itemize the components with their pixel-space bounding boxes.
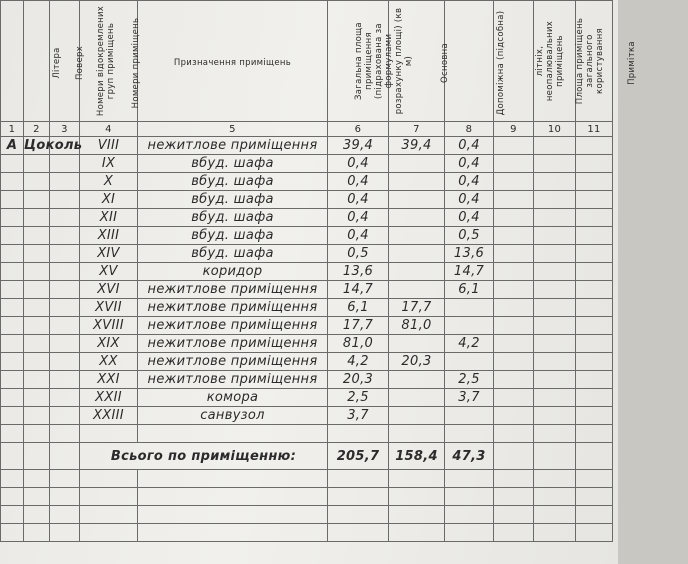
floor-cell: Цоколь xyxy=(24,138,83,153)
main-area-cell xyxy=(389,335,445,353)
summer-area-cell xyxy=(494,209,534,227)
purpose-cell: нежитлове приміщення xyxy=(138,353,328,371)
room-number-cell: VIII xyxy=(80,137,138,155)
common-area-cell xyxy=(534,281,576,299)
header-cell-room-numbers: Номери приміщень xyxy=(80,1,138,122)
main-area-cell xyxy=(389,263,445,281)
summer-area-cell xyxy=(494,191,534,209)
total-area-cell: 4,2 xyxy=(328,353,389,371)
main-area-cell xyxy=(389,173,445,191)
summer-area-cell xyxy=(494,335,534,353)
main-area-cell: 20,3 xyxy=(389,353,445,371)
floor-cell xyxy=(24,353,50,371)
empty-cell xyxy=(138,524,328,542)
empty-cell xyxy=(389,506,445,524)
empty-cell xyxy=(50,524,80,542)
empty-row xyxy=(1,470,613,488)
group-cell xyxy=(50,263,80,281)
purpose-cell: комора xyxy=(138,389,328,407)
common-area-cell xyxy=(534,407,576,425)
purpose-cell: вбуд. шафа xyxy=(138,227,328,245)
common-area-cell xyxy=(534,191,576,209)
common-area-cell xyxy=(534,245,576,263)
table-row xyxy=(1,137,613,155)
empty-cell xyxy=(445,506,494,524)
total-area-cell: 0,4 xyxy=(328,227,389,245)
purpose-cell: вбуд. шафа xyxy=(138,191,328,209)
floor-cell xyxy=(24,371,50,389)
aux-area-cell: 3,7 xyxy=(445,389,494,407)
empty-cell xyxy=(50,425,80,443)
main-area-cell: 39,4 xyxy=(389,137,445,155)
empty-cell xyxy=(50,488,80,506)
aux-area-cell: 0,5 xyxy=(445,227,494,245)
main-area-cell xyxy=(389,209,445,227)
main-area-cell: 17,7 xyxy=(389,299,445,317)
empty-cell xyxy=(50,443,80,470)
empty-cell xyxy=(1,488,24,506)
empty-cell xyxy=(1,506,24,524)
table-row xyxy=(1,245,613,263)
table-row xyxy=(1,281,613,299)
common-area-cell xyxy=(534,227,576,245)
floor-cell xyxy=(24,227,50,245)
header-cell-common: Площа приміщень загального користування xyxy=(534,1,576,122)
room-number-cell: XXIII xyxy=(80,407,138,425)
note-cell xyxy=(576,407,613,425)
aux-area-cell: 0,4 xyxy=(445,155,494,173)
group-cell xyxy=(50,245,80,263)
floor-cell xyxy=(24,191,50,209)
floor-cell xyxy=(24,263,50,281)
table-row xyxy=(1,263,613,281)
room-number-cell: XX xyxy=(80,353,138,371)
empty-cell xyxy=(24,506,50,524)
empty-cell xyxy=(534,425,576,443)
floor-cell xyxy=(24,155,50,173)
header-cell-note: Примітка xyxy=(576,1,613,122)
summer-area-cell xyxy=(494,263,534,281)
column-number: 5 xyxy=(138,122,328,137)
floor-cell xyxy=(24,281,50,299)
note-cell xyxy=(576,155,613,173)
total-area-cell: 0,4 xyxy=(328,173,389,191)
total-area-cell: 3,7 xyxy=(328,407,389,425)
room-number-cell: XI xyxy=(80,191,138,209)
litera-cell xyxy=(1,299,24,317)
room-number-cell: IX xyxy=(80,155,138,173)
empty-cell xyxy=(80,524,138,542)
header-cell-total-area: Загальна площа приміщення (підрахована за формулами розрахунку площі) (кв м) xyxy=(328,1,389,122)
aux-area-cell xyxy=(445,407,494,425)
empty-cell xyxy=(494,524,534,542)
aux-area-cell: 13,6 xyxy=(445,245,494,263)
aux-area-cell xyxy=(445,299,494,317)
litera-cell xyxy=(1,407,24,425)
group-cell xyxy=(50,173,80,191)
table-row xyxy=(1,335,613,353)
empty-cell xyxy=(445,425,494,443)
header-cell-summer: літніх, неопалювальних приміщень xyxy=(494,1,534,122)
table-row xyxy=(1,173,613,191)
floor-cell xyxy=(24,173,50,191)
empty-cell xyxy=(138,506,328,524)
empty-cell xyxy=(328,425,389,443)
common-area-cell xyxy=(534,137,576,155)
main-area-cell xyxy=(389,191,445,209)
aux-area-cell xyxy=(445,353,494,371)
note-cell xyxy=(576,137,613,155)
group-cell xyxy=(50,407,80,425)
header-cell-groups: Номери відокремлених груп приміщень xyxy=(50,1,80,122)
room-number-cell: XXII xyxy=(80,389,138,407)
purpose-cell: нежитлове приміщення xyxy=(138,317,328,335)
empty-cell xyxy=(24,425,50,443)
floor-cell xyxy=(24,407,50,425)
empty-cell xyxy=(445,524,494,542)
main-area-cell xyxy=(389,281,445,299)
empty-cell xyxy=(576,524,613,542)
empty-cell xyxy=(138,470,328,488)
main-area-cell: 81,0 xyxy=(389,317,445,335)
summer-area-cell xyxy=(494,227,534,245)
summer-area-cell xyxy=(494,299,534,317)
group-cell xyxy=(50,353,80,371)
column-number-row xyxy=(1,122,613,137)
totals-aux-area: 47,3 xyxy=(445,443,494,470)
group-cell xyxy=(50,317,80,335)
header-cell-main: Основна xyxy=(389,1,445,122)
litera-cell xyxy=(1,173,24,191)
room-number-cell: XII xyxy=(80,209,138,227)
note-cell xyxy=(576,389,613,407)
empty-cell xyxy=(80,506,138,524)
floor-cell xyxy=(24,317,50,335)
room-number-cell: XXI xyxy=(80,371,138,389)
aux-area-cell xyxy=(445,317,494,335)
total-area-cell: 2,5 xyxy=(328,389,389,407)
note-cell xyxy=(576,371,613,389)
note-cell xyxy=(576,353,613,371)
empty-cell xyxy=(50,506,80,524)
litera-cell xyxy=(1,371,24,389)
common-area-cell xyxy=(534,335,576,353)
column-number: 2 xyxy=(24,122,50,137)
litera-cell xyxy=(1,263,24,281)
common-area-cell xyxy=(534,209,576,227)
column-number: 9 xyxy=(494,122,534,137)
summer-area-cell xyxy=(494,281,534,299)
column-number: 3 xyxy=(50,122,80,137)
floor-cell xyxy=(24,209,50,227)
empty-cell xyxy=(494,470,534,488)
empty-cell xyxy=(24,488,50,506)
table-row xyxy=(1,227,613,245)
main-area-cell xyxy=(389,245,445,263)
summer-area-cell xyxy=(494,137,534,155)
note-cell xyxy=(576,335,613,353)
total-area-cell: 14,7 xyxy=(328,281,389,299)
aux-area-cell: 4,2 xyxy=(445,335,494,353)
header-row xyxy=(1,1,613,122)
empty-row xyxy=(1,425,613,443)
floor-cell xyxy=(24,245,50,263)
group-cell xyxy=(50,155,80,173)
summer-area-cell xyxy=(494,389,534,407)
summer-area-cell xyxy=(494,245,534,263)
purpose-cell: нежитлове приміщення xyxy=(138,299,328,317)
aux-area-cell: 0,4 xyxy=(445,209,494,227)
empty-cell xyxy=(576,470,613,488)
table-row xyxy=(1,407,613,425)
floor-cell xyxy=(24,299,50,317)
note-cell xyxy=(576,173,613,191)
header-cell-purpose: Призначення приміщень xyxy=(138,1,328,122)
empty-cell xyxy=(534,470,576,488)
main-area-cell xyxy=(389,407,445,425)
empty-cell xyxy=(389,524,445,542)
common-area-cell xyxy=(534,371,576,389)
table-row xyxy=(1,209,613,227)
table-row xyxy=(1,191,613,209)
room-number-cell: XIX xyxy=(80,335,138,353)
room-number-cell: XIII xyxy=(80,227,138,245)
column-number: 1 xyxy=(1,122,24,137)
purpose-cell: вбуд. шафа xyxy=(138,173,328,191)
total-area-cell: 0,4 xyxy=(328,155,389,173)
totals-label: Всього по приміщенню: xyxy=(80,443,328,470)
litera-cell xyxy=(1,245,24,263)
common-area-cell xyxy=(534,317,576,335)
column-number: 4 xyxy=(80,122,138,137)
empty-cell xyxy=(494,506,534,524)
group-cell xyxy=(50,335,80,353)
summer-area-cell xyxy=(494,371,534,389)
table-row xyxy=(1,371,613,389)
summer-area-cell xyxy=(494,353,534,371)
empty-cell xyxy=(576,443,613,470)
total-area-cell: 13,6 xyxy=(328,263,389,281)
empty-cell xyxy=(138,425,328,443)
purpose-cell: вбуд. шафа xyxy=(138,155,328,173)
total-area-cell: 39,4 xyxy=(328,137,389,155)
aux-area-cell: 0,4 xyxy=(445,191,494,209)
common-area-cell xyxy=(534,389,576,407)
common-area-cell xyxy=(534,173,576,191)
litera-cell xyxy=(1,335,24,353)
empty-cell xyxy=(534,506,576,524)
common-area-cell xyxy=(534,263,576,281)
column-number: 7 xyxy=(389,122,445,137)
total-area-cell: 6,1 xyxy=(328,299,389,317)
empty-cell xyxy=(1,470,24,488)
empty-cell xyxy=(494,425,534,443)
aux-area-cell: 14,7 xyxy=(445,263,494,281)
room-number-cell: XVII xyxy=(80,299,138,317)
empty-cell xyxy=(576,506,613,524)
empty-cell xyxy=(328,488,389,506)
group-cell xyxy=(50,371,80,389)
purpose-cell: нежитлове приміщення xyxy=(138,371,328,389)
empty-cell xyxy=(576,425,613,443)
totals-total-area: 205,7 xyxy=(328,443,389,470)
summer-area-cell xyxy=(494,173,534,191)
group-cell xyxy=(50,191,80,209)
empty-cell xyxy=(445,488,494,506)
column-number: 6 xyxy=(328,122,389,137)
litera-cell xyxy=(1,317,24,335)
note-cell xyxy=(576,317,613,335)
aux-area-cell: 0,4 xyxy=(445,173,494,191)
total-area-cell: 20,3 xyxy=(328,371,389,389)
common-area-cell xyxy=(534,353,576,371)
column-number: 11 xyxy=(576,122,613,137)
empty-cell xyxy=(50,470,80,488)
litera-cell xyxy=(1,209,24,227)
empty-cell xyxy=(389,488,445,506)
group-cell xyxy=(50,299,80,317)
empty-cell xyxy=(24,443,50,470)
empty-cell xyxy=(24,524,50,542)
note-cell xyxy=(576,245,613,263)
floor-cell xyxy=(24,335,50,353)
note-cell xyxy=(576,209,613,227)
group-cell xyxy=(50,389,80,407)
empty-cell xyxy=(445,470,494,488)
empty-cell xyxy=(328,470,389,488)
note-cell xyxy=(576,263,613,281)
purpose-cell: вбуд. шафа xyxy=(138,245,328,263)
empty-row xyxy=(1,506,613,524)
empty-cell xyxy=(80,488,138,506)
total-area-cell: 0,4 xyxy=(328,209,389,227)
common-area-cell xyxy=(534,299,576,317)
empty-cell xyxy=(138,488,328,506)
empty-cell xyxy=(534,488,576,506)
empty-cell xyxy=(1,524,24,542)
empty-cell xyxy=(389,425,445,443)
litera-cell xyxy=(1,353,24,371)
main-area-cell xyxy=(389,155,445,173)
litera-cell xyxy=(1,155,24,173)
empty-row xyxy=(1,524,613,542)
common-area-cell xyxy=(534,155,576,173)
empty-cell xyxy=(24,470,50,488)
purpose-cell: коридор xyxy=(138,263,328,281)
aux-area-cell: 0,4 xyxy=(445,137,494,155)
note-cell xyxy=(576,191,613,209)
empty-cell xyxy=(534,524,576,542)
room-number-cell: XVI xyxy=(80,281,138,299)
empty-cell xyxy=(328,524,389,542)
total-area-cell: 17,7 xyxy=(328,317,389,335)
room-number-cell: X xyxy=(80,173,138,191)
main-area-cell xyxy=(389,389,445,407)
total-area-cell: 0,5 xyxy=(328,245,389,263)
group-cell xyxy=(50,209,80,227)
header-cell-aux: Допоміжна (підсобна) xyxy=(445,1,494,122)
empty-cell xyxy=(534,443,576,470)
litera-cell: А xyxy=(1,137,24,155)
purpose-cell: нежитлове приміщення xyxy=(138,137,328,155)
room-number-cell: XIV xyxy=(80,245,138,263)
note-cell xyxy=(576,299,613,317)
group-cell xyxy=(50,281,80,299)
table-row xyxy=(1,353,613,371)
note-cell xyxy=(576,281,613,299)
total-area-cell: 81,0 xyxy=(328,335,389,353)
purpose-cell: нежитлове приміщення xyxy=(138,335,328,353)
header-cell-litera: Літера xyxy=(1,1,24,122)
group-cell xyxy=(50,227,80,245)
empty-cell xyxy=(80,425,138,443)
empty-cell xyxy=(1,443,24,470)
empty-cell xyxy=(494,488,534,506)
main-area-cell xyxy=(389,371,445,389)
totals-row xyxy=(1,443,613,470)
note-cell xyxy=(576,227,613,245)
table-row xyxy=(1,317,613,335)
main-area-cell xyxy=(389,227,445,245)
purpose-cell: нежитлове приміщення xyxy=(138,281,328,299)
empty-cell xyxy=(1,425,24,443)
empty-row xyxy=(1,488,613,506)
litera-cell xyxy=(1,281,24,299)
empty-cell xyxy=(494,443,534,470)
table-row xyxy=(1,389,613,407)
litera-cell xyxy=(1,191,24,209)
litera-cell xyxy=(1,227,24,245)
purpose-cell: вбуд. шафа xyxy=(138,209,328,227)
summer-area-cell xyxy=(494,317,534,335)
empty-cell xyxy=(576,488,613,506)
table-row xyxy=(1,155,613,173)
table-row xyxy=(1,299,613,317)
floor-cell xyxy=(24,389,50,407)
litera-cell xyxy=(1,389,24,407)
total-area-cell: 0,4 xyxy=(328,191,389,209)
empty-cell xyxy=(328,506,389,524)
column-number: 10 xyxy=(534,122,576,137)
aux-area-cell: 6,1 xyxy=(445,281,494,299)
column-number: 8 xyxy=(445,122,494,137)
header-cell-floor: Поверх xyxy=(24,1,50,122)
aux-area-cell: 2,5 xyxy=(445,371,494,389)
totals-main-area: 158,4 xyxy=(389,443,445,470)
room-number-cell: XV xyxy=(80,263,138,281)
empty-cell xyxy=(389,470,445,488)
room-number-cell: XVIII xyxy=(80,317,138,335)
purpose-cell: санвузол xyxy=(138,407,328,425)
summer-area-cell xyxy=(494,407,534,425)
empty-cell xyxy=(80,470,138,488)
summer-area-cell xyxy=(494,155,534,173)
